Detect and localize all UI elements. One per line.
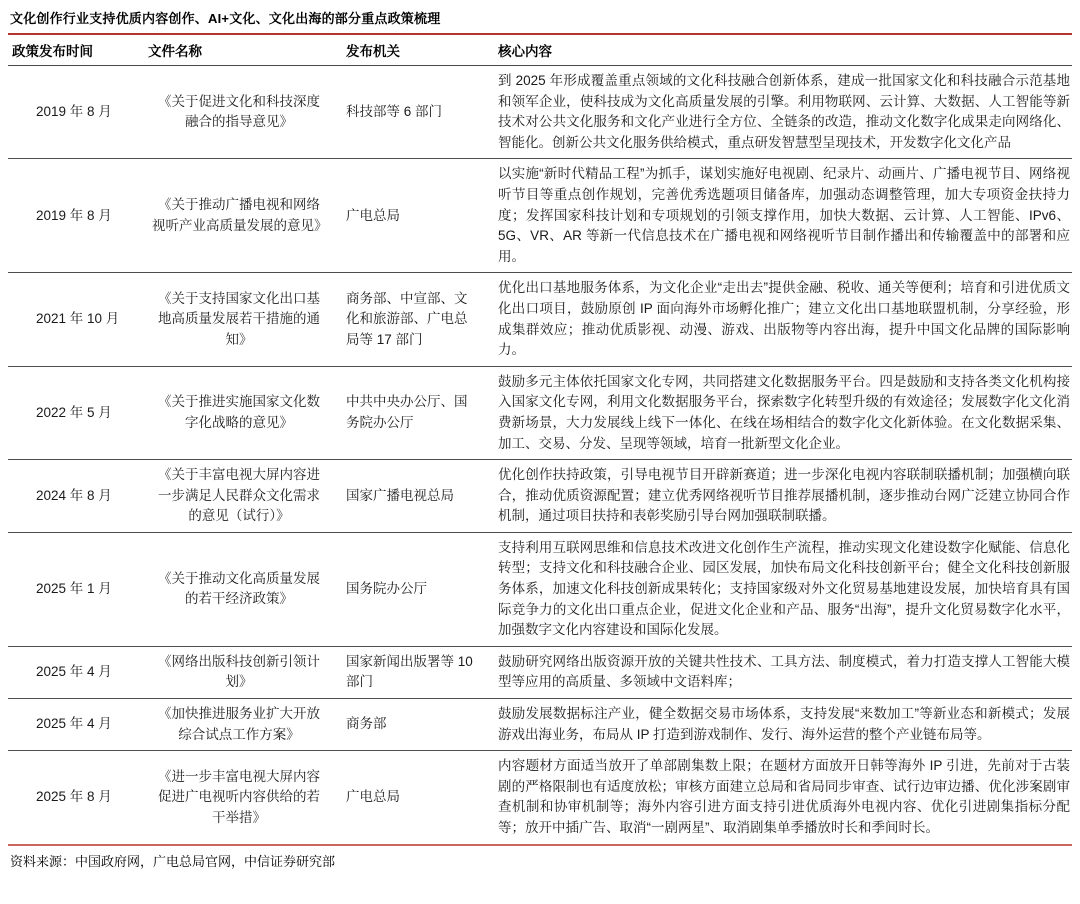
cell-doc-name: 《加快推进服务业扩大开放综合试点工作方案》 [144, 699, 342, 751]
cell-doc-name: 《关于促进文化和科技深度融合的指导意见》 [144, 66, 342, 159]
cell-core-content: 鼓励发展数据标注产业，健全数据交易市场体系，支持发展“来数加工”等新业态和新模式；发展游戏出海业务，布局从 IP 打造到游戏制作、发行、海外运营的整个产业链布局等。 [488, 699, 1072, 751]
table-header-row [8, 34, 1072, 66]
cell-publish-date: 2019 年 8 月 [8, 66, 144, 159]
table-row [8, 366, 1072, 459]
table-row [8, 532, 1072, 646]
cell-doc-name: 《关于丰富电视大屏内容进一步满足人民群众文化需求的意见（试行）》 [144, 460, 342, 533]
cell-core-content: 以实施“新时代精品工程”为抓手，谋划实施好电视剧、纪录片、动画片、广播电视节目、网络视听节目等重点创作规划，完善优秀选题项目储备库，加强动态调整管理，加大专项资金扶持力度；发挥国家科技计划和专项规划的引领支撑作用，加快大数据、云计算、人工智能、IPv6、5G、VR、AR 等新一代信息技术在广播电视和网络视听节目制作播出和传输覆盖中的部署和应用。 [488, 159, 1072, 273]
cell-publish-date: 2024 年 8 月 [8, 460, 144, 533]
cell-issuer: 国家新闻出版署等 10 部门 [342, 646, 488, 698]
policy-table-body [8, 66, 1072, 845]
cell-issuer: 广电总局 [342, 159, 488, 273]
cell-publish-date: 2025 年 1 月 [8, 532, 144, 646]
cell-publish-date: 2019 年 8 月 [8, 159, 144, 273]
cell-core-content: 到 2025 年形成覆盖重点领域的文化科技融合创新体系，建成一批国家文化和科技融合示范基地和领军企业，使科技成为文化高质量发展的引擎。利用物联网、云计算、大数据、人工智能等新技术对公共文化服务和文化产业进行全方位、全链条的改造，推动文化数字化成果走向网络化、智能化。创新公共文化服务供给模式，重点研发智慧型呈现技术，开发数字化文化产品 [488, 66, 1072, 159]
cell-issuer: 国家广播电视总局 [342, 460, 488, 533]
cell-doc-name: 《进一步丰富电视大屏内容 促进广电视听内容供给的若干举措》 [144, 751, 342, 845]
table-row [8, 159, 1072, 273]
source-note: 资料来源：中国政府网，广电总局官网，中信证券研究部 [10, 853, 336, 869]
cell-publish-date: 2025 年 4 月 [8, 646, 144, 698]
cell-publish-date: 2022 年 5 月 [8, 366, 144, 459]
cell-issuer: 中共中央办公厅、国务院办公厅 [342, 366, 488, 459]
table-row [8, 646, 1072, 698]
policy-table [8, 33, 1072, 846]
cell-publish-date: 2021 年 10 月 [8, 273, 144, 366]
cell-core-content: 优化创作扶持政策，引导电视节目开辟新赛道；进一步深化电视内容联制联播机制；加强横向联合，推动优质资源配置；建立优秀网络视听节目推荐展播机制，逐步推动台网广泛建立协同合作机制，通过项目扶持和表彰奖励引导台网加强联制联播。 [488, 460, 1072, 533]
cell-issuer: 国务院办公厅 [342, 532, 488, 646]
cell-doc-name: 《关于推动广播电视和网络视听产业高质量发展的意见》 [144, 159, 342, 273]
column-header-issuer: 发布机关 [342, 34, 488, 66]
cell-core-content: 内容题材方面适当放开了单部剧集数上限；在题材方面放开日韩等海外 IP 引进，先前对于古装剧的严格限制也有适度放松；审核方面建立总局和省局同步审查、试行边审边播、优化涉案剧审查机制和协审机制等；海外内容引进方面支持引进优质海外电视内容、优化引进剧集指标分配等；放开中插广告、取消“一剧两星”、取消剧集单季播放时长和季间时长。 [488, 751, 1072, 845]
table-row [8, 460, 1072, 533]
column-header-date: 政策发布时间 [8, 34, 144, 66]
cell-issuer: 广电总局 [342, 751, 488, 845]
cell-issuer: 商务部 [342, 699, 488, 751]
cell-publish-date: 2025 年 8 月 [8, 751, 144, 845]
cell-publish-date: 2025 年 4 月 [8, 699, 144, 751]
cell-doc-name: 《关于推动文化高质量发展的若干经济政策》 [144, 532, 342, 646]
table-row [8, 751, 1072, 845]
cell-doc-name: 《关于推进实施国家文化数字化战略的意见》 [144, 366, 342, 459]
table-row [8, 66, 1072, 159]
cell-doc-name: 《网络出版科技创新引领计划》 [144, 646, 342, 698]
cell-issuer: 科技部等 6 部门 [342, 66, 488, 159]
column-header-core-content: 核心内容 [488, 34, 1072, 66]
table-row [8, 699, 1072, 751]
cell-core-content: 鼓励多元主体依托国家文化专网，共同搭建文化数据服务平台。四是鼓励和支持各类文化机构接入国家文化专网，利用文化数据服务平台，探索数字化转型升级的有效途径；发展数字化文化消费新场景，大力发展线上线下一体化、在线在场相结合的数字化文化新体验。在文化数据采集、加工、交易、分发、呈现等领域，培育一批新型文化企业。 [488, 366, 1072, 459]
cell-issuer: 商务部、中宣部、文化和旅游部、广电总局等 17 部门 [342, 273, 488, 366]
page-title: 文化创作行业支持优质内容创作、AI+文化、文化出海的部分重点政策梳理 [10, 11, 441, 26]
cell-doc-name: 《关于支持国家文化出口基地高质量发展若干措施的通知》 [144, 273, 342, 366]
cell-core-content: 优化出口基地服务体系，为文化企业“走出去”提供金融、税收、通关等便利；培育和引进优质文化出口项目，鼓励原创 IP 面向海外市场孵化推广；建立文化出口基地联盟机制，分享经验，形成集群效应；推动优质影视、动漫、游戏、出版物等内容出海，提升中国文化品牌的国际影响力。 [488, 273, 1072, 366]
cell-core-content: 支持利用互联网思维和信息技术改进文化创作生产流程，推动实现文化建设数字化赋能、信息化转型；支持文化和科技融合企业、园区发展，加快布局文化科技创新平台；健全文化科技创新服务体系，加速文化科技创新成果转化；支持国家级对外文化贸易基地建设发展，加快培育具有国际竞争力的文化出口重点企业，促进文化企业和产品、服务“出海”，提升文化贸易数字化水平，加强数字文化内容建设和国际化发展。 [488, 532, 1072, 646]
column-header-doc-name: 文件名称 [144, 34, 342, 66]
table-row [8, 273, 1072, 366]
cell-core-content: 鼓励研究网络出版资源开放的关键共性技术、工具方法、制度模式，着力打造支撑人工智能大模型等应用的高质量、多领域中文语料库； [488, 646, 1072, 698]
